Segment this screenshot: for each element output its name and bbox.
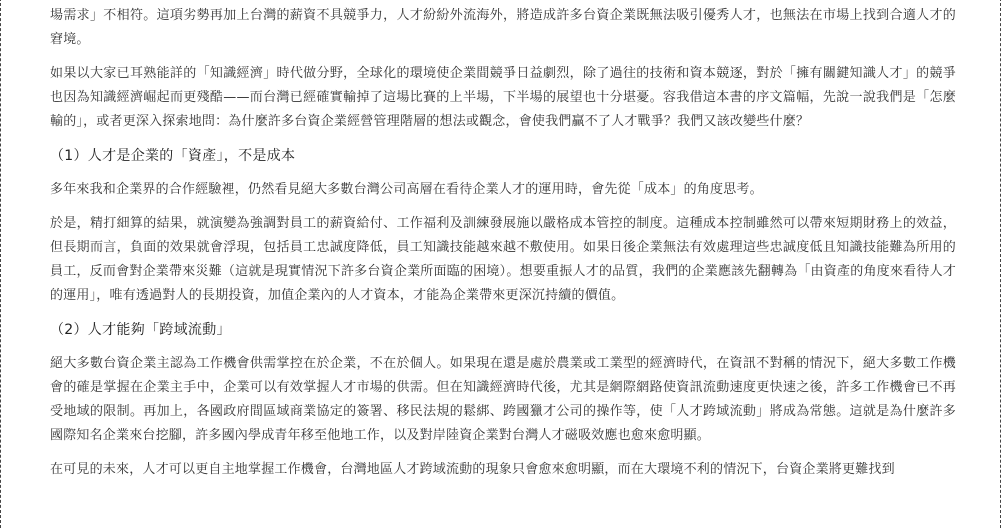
section-heading-talent-asset: （1）人才是企業的「資產」，不是成本 — [50, 148, 296, 164]
section-heading-talent-mobility: （2）人才能夠「跨域流動」 — [50, 322, 231, 338]
paragraph-cost-view: 多年來我和企業界的合作經驗裡，仍然看見絕大多數台灣公司高層在看待企業人才的運用時，會先從「成本」的角度思考。 — [50, 182, 763, 197]
paragraph-intro: 場需求」不相符。這項劣勢再加上台灣的薪資不具競爭力，人才紛紛外流海外，將造成許多台資企業既無法吸引優秀人才，也無法在市場上找到合適人才的窘境。 — [50, 8, 956, 47]
paragraph-cost-control: 於是，精打細算的結果，就演變為強調對員工的薪資給付、工作福利及訓練發展施以嚴格成本管控的制度。這種成本控制雖然可以帶來短期財務上的效益，但長期而言，負面的效果就會浮現，包括員工忠誠度降低，員工知識技能越來越不敷使用。如果日後企業無法有效處理這些忠誠度低且知識技能難為所用的員工，反而會對企業帶來災難（這就是現實情況下許多台資企業所面臨的困境）。想要重振人才的品質，我們的企業應該先翻轉為「由資產的角度來看待人才的運用」，唯有透過對人的長期投資，加值企業內的人才資本，才能為企業帶來更深沉持續的價值。 — [50, 216, 956, 303]
paragraph-future: 在可見的未來，人才可以更自主地掌握工作機會，台灣地區人才跨域流動的現象只會愈來愈明顯，而在大環境不利的情況下，台資企業將更難找到 — [50, 462, 895, 477]
article-body — [50, 4, 956, 492]
paragraph-knowledge-economy: 如果以大家已耳熟能詳的「知識經濟」時代做分野，全球化的環境使企業間競爭日益劇烈，除了過往的技術和資本競逐，對於「擁有關鍵知識人才」的競爭也因為知識經濟崛起而更殘酷——而台灣已經確實輸掉了這場比賽的上半場，下半場的展望也十分堪憂。容我借這本書的序文篇幅，先說一說我們是「怎麼輸的」，或者更深入探索地問：為什麼許多台資企業經營管理階層的想法或觀念，會使我們贏不了人才戰爭？我們又該改變些什麼？ — [50, 66, 956, 129]
paragraph-job-supply: 絕大多數台資企業主認為工作機會供需掌控在於企業，不在於個人。如果現在還是處於農業或工業型的經濟時代，在資訊不對稱的情況下，絕大多數工作機會的確是掌握在企業主手中，企業可以有效掌握人才市場的供需。但在知識經濟時代後，尤其是網際網路使資訊流動速度更快速之後，許多工作機會已不再受地域的限制。再加上，各國政府間區域商業協定的簽署、移民法規的鬆綁、跨國獵才公司的操作等，使「人才跨域流動」將成為常態。這就是為什麼許多國際知名企業來台挖腳，許多國內學成青年移至他地工作，以及對岸陸資企業對台灣人才磁吸效應也愈來愈明顯。 — [50, 356, 956, 443]
